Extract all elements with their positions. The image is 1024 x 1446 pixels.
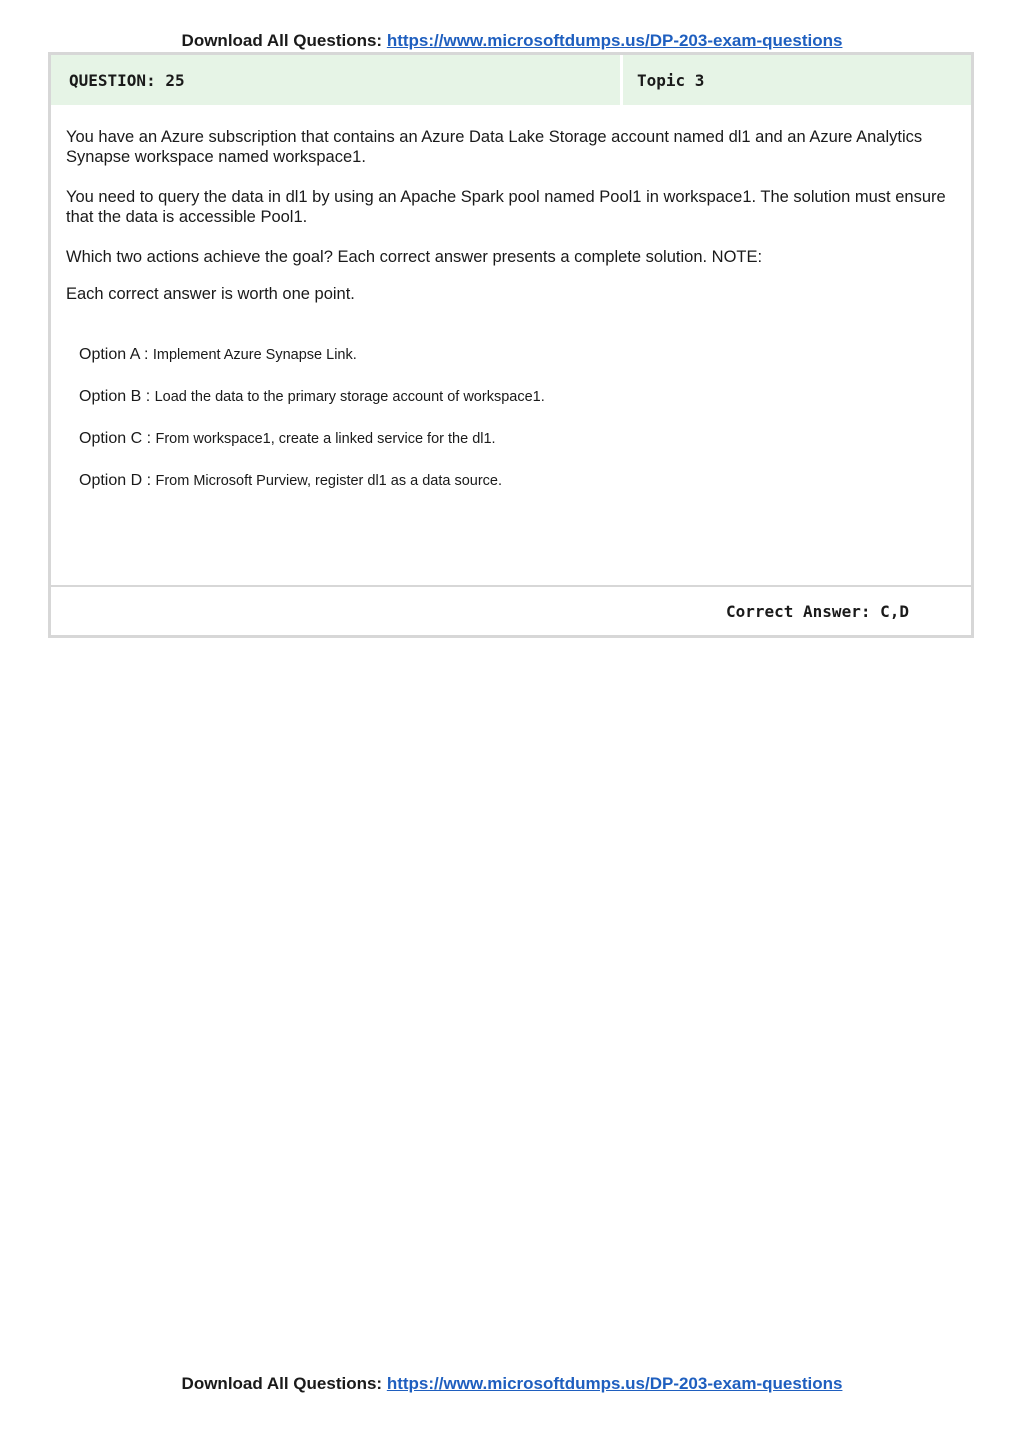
download-label: Download All Questions: [181, 1374, 383, 1393]
option-label: Option B : [79, 388, 151, 405]
option-text: Load the data to the primary storage account of workspace1. [154, 389, 545, 405]
option-label: Option D : [79, 472, 152, 489]
download-footer [0, 1373, 1024, 1395]
correct-answer: Correct Answer: C,D [725, 602, 909, 621]
option-d [79, 471, 939, 513]
option-label: Option C : [79, 430, 152, 447]
download-label: Download All Questions: [181, 31, 383, 50]
question-paragraph: Each correct answer is worth one point. [66, 285, 355, 303]
answer-options [79, 345, 939, 513]
question-paragraph: Which two actions achieve the goal? Each correct answer presents a complete solution. NOTE: [66, 248, 763, 266]
option-label: Option A : [79, 346, 149, 363]
option-text: From workspace1, create a linked service for the dl1. [155, 431, 496, 447]
answer-row [51, 585, 971, 635]
download-header [0, 30, 1024, 52]
option-b [79, 387, 939, 429]
question-topic: Topic 3 [623, 55, 971, 105]
option-text: From Microsoft Purview, register dl1 as a data source. [155, 473, 503, 489]
question-card [48, 52, 974, 638]
question-paragraph: You have an Azure subscription that contains an Azure Data Lake Storage account named dl1 and an Azure Analytics Synapse workspace named workspace1. [66, 128, 923, 166]
option-text: Implement Azure Synapse Link. [152, 347, 357, 363]
download-link[interactable]: https://www.microsoftdumps.us/DP-203-exam-questions [386, 31, 843, 50]
question-text [66, 127, 966, 324]
download-link[interactable]: https://www.microsoftdumps.us/DP-203-exam-questions [386, 1374, 843, 1393]
question-number: QUESTION: 25 [51, 55, 620, 105]
option-a [79, 345, 939, 387]
question-paragraph: You need to query the data in dl1 by using an Apache Spark pool named Pool1 in workspace1. The solution must ensure that the data is accessible Pool1. [66, 188, 946, 226]
question-header [51, 55, 971, 105]
option-c [79, 429, 939, 471]
